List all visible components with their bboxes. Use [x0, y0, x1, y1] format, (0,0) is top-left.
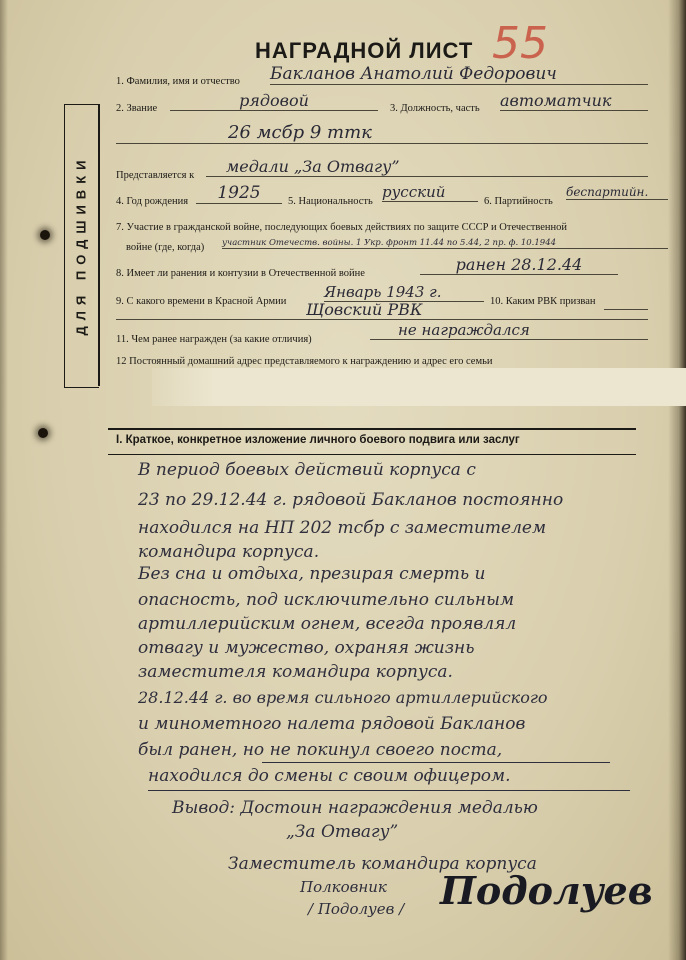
narrative-line: отвагу и мужество, охраняя жизнь	[138, 638, 475, 658]
binding-hole-icon	[40, 230, 50, 240]
field-value-name: Бакланов Анатолий Федорович	[270, 64, 648, 85]
section-rule-bottom	[108, 454, 636, 455]
narrative-line: находился на НП 202 тсбр с заместителем	[138, 518, 547, 538]
signature-position: Заместитель командира корпуса	[228, 854, 537, 874]
field-value-army-since: Январь 1943 г.	[324, 283, 484, 302]
signature-mark: Подолуев	[440, 868, 653, 913]
field-label-home-address: 12 Постоянный домашний адрес представляемого к награждению и адрес его семьи	[116, 356, 493, 367]
field-label-represented: Представляется к	[116, 170, 195, 181]
narrative-line: Без сна и отдыха, презирая смерть и	[138, 564, 486, 584]
signature-rank: Полковник	[300, 878, 387, 896]
field-value-unit: 26 мсбр 9 ттк	[116, 122, 648, 144]
narrative-line: опасность, под исключительно сильным	[138, 590, 515, 610]
paper-edge-left	[0, 0, 8, 960]
narrative-line: Вывод: Достоин награждения медалью	[172, 798, 538, 818]
field-value-position: автоматчик	[500, 91, 648, 111]
narrative-line: артиллерийским огнем, всегда проявлял	[138, 614, 517, 634]
narrative-line: 23 по 29.12.44 г. рядовой Бакланов постоянно	[138, 490, 564, 510]
field-label-rank: 2. Звание	[116, 103, 158, 114]
narrative-line: В период боевых действий корпуса с	[138, 460, 476, 480]
section-rule-top	[108, 428, 636, 430]
field-value-party: беспартийн.	[566, 185, 668, 200]
field-label-name: 1. Фамилия, имя и отчество	[116, 76, 240, 87]
field-value-birth-year: 1925	[196, 183, 282, 204]
field-value-rank: рядовой	[170, 91, 378, 111]
field-label-wounds: 8. Имеет ли ранения и контузии в Отечественной войне	[116, 268, 365, 279]
narrative-line: командира корпуса.	[138, 542, 320, 562]
field-value-represented: медали „За Отвагу”	[206, 157, 648, 177]
field-value-draft-office: Щовский РВК	[116, 300, 648, 320]
signature-name: / Подолуев /	[308, 900, 405, 918]
narrative-line: и минометного налета рядовой Бакланов	[138, 714, 526, 734]
field-label-draft-office: 10. Каким РВК призван	[490, 296, 596, 307]
field-value-war-participation: участник Отечеств. войны. 1 Укр. фронт 11.44 по 5.44, 2 пр. ф. 10.1944	[222, 238, 668, 249]
field-value-wounds: ранен 28.12.44	[420, 255, 618, 275]
field-label-birth-year: 4. Год рождения	[116, 196, 189, 207]
narrative-line: был ранен, но не покинул своего поста,	[138, 740, 503, 760]
section-title: I. Краткое, конкретное изложение личного боевого подвига или заслуг	[116, 434, 520, 446]
narrative-line: 28.12.44 г. во время сильного артиллерийского	[138, 688, 548, 707]
binding-hole-icon	[38, 428, 48, 438]
field-label-nationality: 5. Национальность	[288, 196, 373, 207]
stamp-number: 55	[492, 18, 548, 69]
narrative-line: заместителя командира корпуса.	[138, 662, 453, 682]
field-label-position: 3. Должность, часть	[390, 103, 480, 114]
document-title: НАГРАДНОЙ ЛИСТ	[255, 38, 474, 63]
narrative-line: находился до смены с своим офицером.	[148, 766, 511, 786]
field-label-where-when: войне (где, когда)	[126, 242, 205, 253]
field-value-prior-awards: не награждался	[370, 321, 648, 340]
field-label-party: 6. Партийность	[484, 196, 553, 207]
narrative-line: „За Отвагу”	[286, 822, 399, 842]
binding-margin-line	[98, 104, 100, 386]
field-label-prior-awards: 11. Чем ранее награжден (за какие отличия)	[116, 334, 312, 345]
underline-stroke	[262, 762, 610, 763]
binding-margin-label: ДЛЯ ПОДШИВКИ	[73, 154, 89, 336]
field-label-army-since: 9. С какого времени в Красной Армии	[116, 296, 287, 307]
field-value-nationality: русский	[382, 183, 478, 202]
underline-stroke	[148, 790, 630, 791]
redacted-address-area	[152, 368, 686, 406]
paper-edge-right	[668, 0, 686, 960]
field-label-war-participation: 7. Участие в гражданской войне, последующих боевых действиях по защите СССР и Отечественной	[116, 222, 567, 233]
